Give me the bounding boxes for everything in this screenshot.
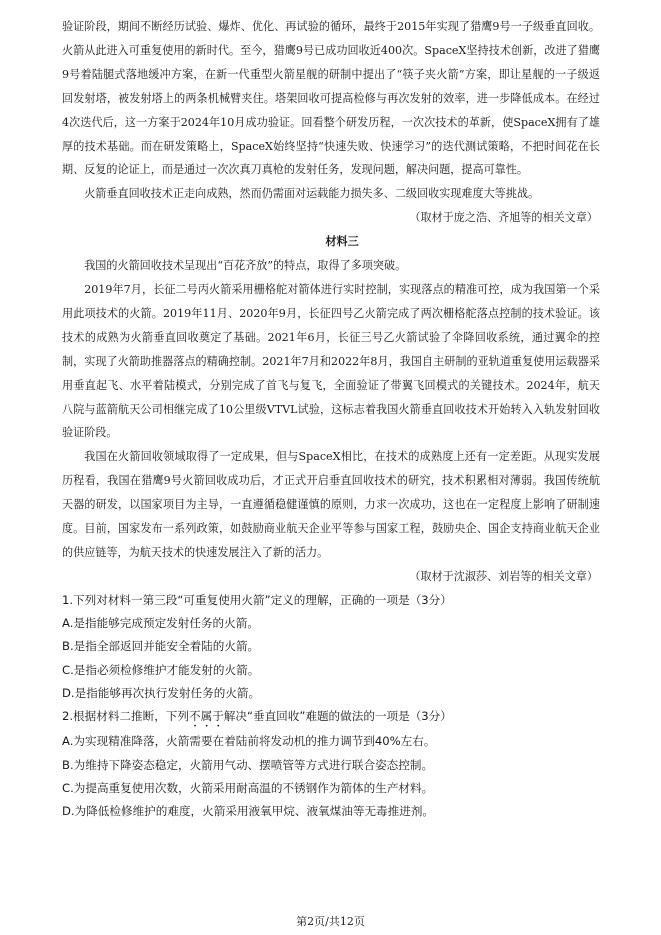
material-two-source: （取材于庞之浩、齐旭等的相关文章） [409,211,598,225]
material-three-title: 材料三 [325,235,359,249]
question-2-stem-emphasis: 不属于 [189,709,224,724]
question-2-stem-suffix: 解决“垂直回收”难题的做法的一项是（3分） [223,709,452,724]
question-1-option-d: D.是指能够再次执行发射任务的火箭。 [62,685,261,700]
question-2-stem [62,705,600,730]
exam-body [62,15,600,823]
material-two-continued-paragraph: 验证阶段，期间不断经历试验、爆炸、优化、再试验的循环，最终于2015年实现了猎鹰9号一子级垂直回收。火箭从此进入可重复使用的新时代。至今，猎鹰9号已成功回收近400次。SpaceX坚持技术创新，改进了猎鹰9号着陆腿式落地缓冲方案，在新一代重型火箭星舰的研制中提出了“筷子夹火箭”方案，即让星舰的一子级返回发射塔，被发射塔上的两条机械臂夹住。塔架回收可提高检修与再次发射的效率，进一步降低成本。在经过4次迭代后，这一方案于2024年10月成功验证。回看整个研发历程，一次次技术的革新，使SpaceX拥有了雄厚的技术基础。而在研发策略上，SpaceX始终坚持“快速失败、快速学习”的迭代测试策略，不把时间花在长期、反复的论证上，而是通过一次次真刀真枪的发射任务，发现问题，解决问题，提高可靠性。 [62,20,600,177]
question-2-option-a: A.为实现精准降落，火箭需要在着陆前将发动机的推力调节到40%左右。 [62,734,436,749]
material-three-source: （取材于沈淑莎、刘岩等的相关文章） [409,569,598,583]
question-1 [62,589,600,705]
question-2-option-d: D.为降低检修维护的难度，火箭采用液氧甲烷、液氧煤油等无毒推进剂。 [62,804,435,819]
page-footer: 第2页/共12页 [296,915,365,928]
material-three-intro-paragraph: 我国的火箭回收技术呈现出“百花齐放”的特点，取得了多项突破。 [84,259,407,273]
question-1-option-b: B.是指全部返回并能安全着陆的火箭。 [62,639,260,654]
material-two-challenge-paragraph: 火箭垂直回收技术正走向成熟，然而仍需面对运载能力损失多、二级回收实现难度大等挑战。 [84,187,540,201]
question-2-option-c: C.为提高重复使用次数，火箭采用耐高温的不锈钢作为箭体的生产材料。 [62,780,434,795]
question-2-option-b: B.为维持下降姿态稳定，火箭用气动、摆喷管等方式进行联合姿态控制。 [62,757,434,772]
material-three-gap-paragraph: 我国在火箭回收领域取得了一定成果，但与SpaceX相比，在技术的成熟度上还有一定差距。从现实发展历程看，我国在猎鹰9号火箭回收成功后，才正式开启垂直回收技术的研究，技术积累相对薄弱。我国传统航天器的研发，以国家项目为主导，一直遵循稳健谨慎的原则，力求一次成功，这也在一定程度上影响了研制速度。目前，国家发布一系列政策，如鼓励商业航天企业平等参与国家工程，鼓励央企、国企支持商业航天企业的供应链等，为航天技术的快速发展注入了新的活力。 [62,450,600,559]
question-1-option-a: A.是指能够完成预定发射任务的火箭。 [62,616,259,631]
question-1-stem: 1.下列对材料一第三段“可重复使用火箭”定义的理解，正确的一项是（3分） [62,592,452,607]
question-2 [62,705,600,823]
question-2-stem-prefix: 2.根据材料二推断，下列 [62,709,189,724]
question-1-option-c: C.是指必须检修维护才能发射的火箭。 [62,662,260,677]
material-three-history-paragraph: 2019年7月，长征二号丙火箭采用栅格舵对箭体进行实时控制，实现落点的精准可控，成为我国第一个采用此项技术的火箭。2019年11月、2020年9月，长征四号乙火箭完成了两次栅格舵落点控制的技术验证。该技术的成熟为火箭垂直回收奠定了基础。2021年6月，长征三号乙火箭试验了伞降回收系统，通过翼伞的控制，实现了火箭助推器落点的精确控制。2021年7月和2022年8月，我国自主研制的亚轨道重复使用运载器采用垂直起飞、水平着陆模式，分别完成了首飞与复飞，全面验证了带翼飞回模式的关键技术。2024年，航天八院与蓝箭航天公司相继完成了10公里级VTVL试验，这标志着我国火箭垂直回收技术开始转入入轨发射回收验证阶段。 [62,282,600,440]
